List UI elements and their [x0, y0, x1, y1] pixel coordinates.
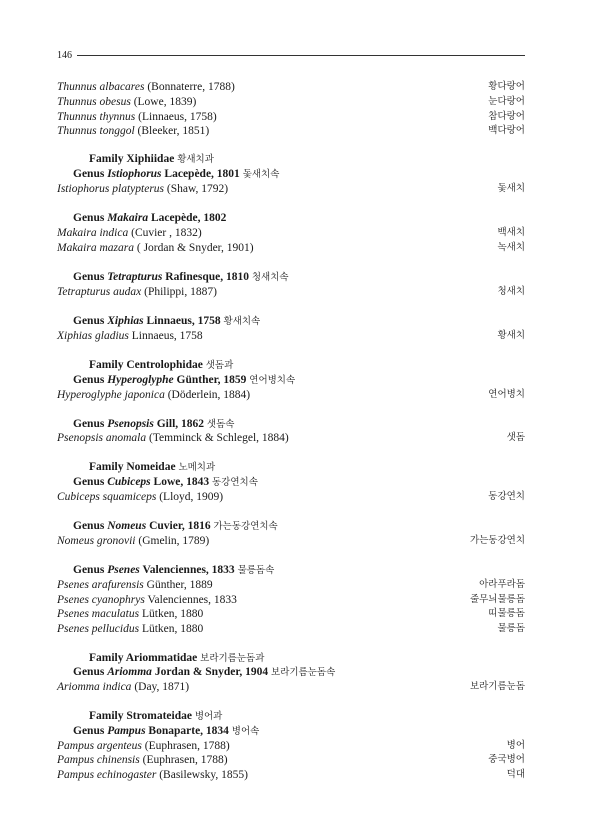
species-line: Pampus chinensis (Euphrasen, 1788) 중국병어: [57, 754, 525, 766]
genus-heading: Genus Ariomma Jordan & Snyder, 1904 보라기름눈돔속: [73, 666, 336, 678]
species-line: Thunnus albacares (Bonnaterre, 1788) 황다랑어: [57, 81, 525, 93]
species-line: Thunnus tonggol (Bleeker, 1851) 백다랑어: [57, 125, 525, 137]
species-line: Pampus argenteus (Euphrasen, 1788) 병어: [57, 740, 525, 752]
genus-heading: Genus Nomeus Cuvier, 1816 가는동강연치속: [73, 520, 278, 532]
species-line: Ariomma indica (Day, 1871) 보라기름눈돔: [57, 681, 525, 693]
genus-heading: Genus Istiophorus Lacepède, 1801 돛새치속: [73, 168, 280, 180]
species-line: Pampus echinogaster (Basilewsky, 1855) 덕대: [57, 769, 525, 781]
family-heading: Family Xiphiidae 황새치과: [89, 153, 214, 165]
species-line: Psenopsis anomala (Temminck & Schlegel, 1884) 샛돔: [57, 432, 525, 444]
species-line: Makaira indica (Cuvier , 1832) 백새치: [57, 227, 525, 239]
species-line: Psenes arafurensis Günther, 1889 아라푸라돔: [57, 579, 525, 591]
family-heading: Family Stromateidae 병어과: [89, 710, 223, 722]
genus-heading: Genus Makaira Lacepède, 1802: [73, 212, 227, 224]
family-heading: Family Ariommatidae 보라기름눈돔과: [89, 652, 265, 664]
species-line: Psenes maculatus Lütken, 1880 띠물릉돔: [57, 608, 525, 620]
page-number: 146: [57, 50, 72, 61]
species-line: Cubiceps squamiceps (Lloyd, 1909) 동강연치: [57, 491, 525, 503]
family-heading: Family Centrolophidae 샛돔과: [89, 359, 234, 371]
species-line: Tetrapturus audax (Philippi, 1887) 청새치: [57, 286, 525, 298]
genus-heading: Genus Psenopsis Gill, 1862 샛돔속: [73, 418, 235, 430]
genus-heading: Genus Cubiceps Lowe, 1843 동강연치속: [73, 476, 258, 488]
species-line: Nomeus gronovii (Gmelin, 1789) 가는동강연치: [57, 535, 525, 547]
species-line: Psenes pellucidus Lütken, 1880 물릉돔: [57, 623, 525, 635]
genus-heading: Genus Xiphias Linnaeus, 1758 황새치속: [73, 315, 261, 327]
genus-heading: Genus Pampus Bonaparte, 1834 병어속: [73, 725, 260, 737]
species-line: Istiophorus platypterus (Shaw, 1792) 돛새치: [57, 183, 525, 195]
species-line: Xiphias gladius Linnaeus, 1758 황새치: [57, 330, 525, 342]
species-line: Psenes cyanophrys Valenciennes, 1833 줄무늬물릉돔: [57, 594, 525, 606]
genus-heading: Genus Hyperoglyphe Günther, 1859 연어병치속: [73, 374, 296, 386]
genus-heading: Genus Psenes Valenciennes, 1833 물릉돔속: [73, 564, 275, 576]
header-rule: [77, 55, 525, 56]
species-line: Makaira mazara ( Jordan & Snyder, 1901) 녹새치: [57, 242, 525, 254]
species-line: Thunnus thynnus (Linnaeus, 1758) 참다랑어: [57, 111, 525, 123]
family-heading: Family Nomeidae 노메치과: [89, 461, 216, 473]
species-line: Hyperoglyphe japonica (Döderlein, 1884) 연어병치: [57, 389, 525, 401]
species-line: Thunnus obesus (Lowe, 1839) 눈다랑어: [57, 96, 525, 108]
genus-heading: Genus Tetrapturus Rafinesque, 1810 청새치속: [73, 271, 289, 283]
